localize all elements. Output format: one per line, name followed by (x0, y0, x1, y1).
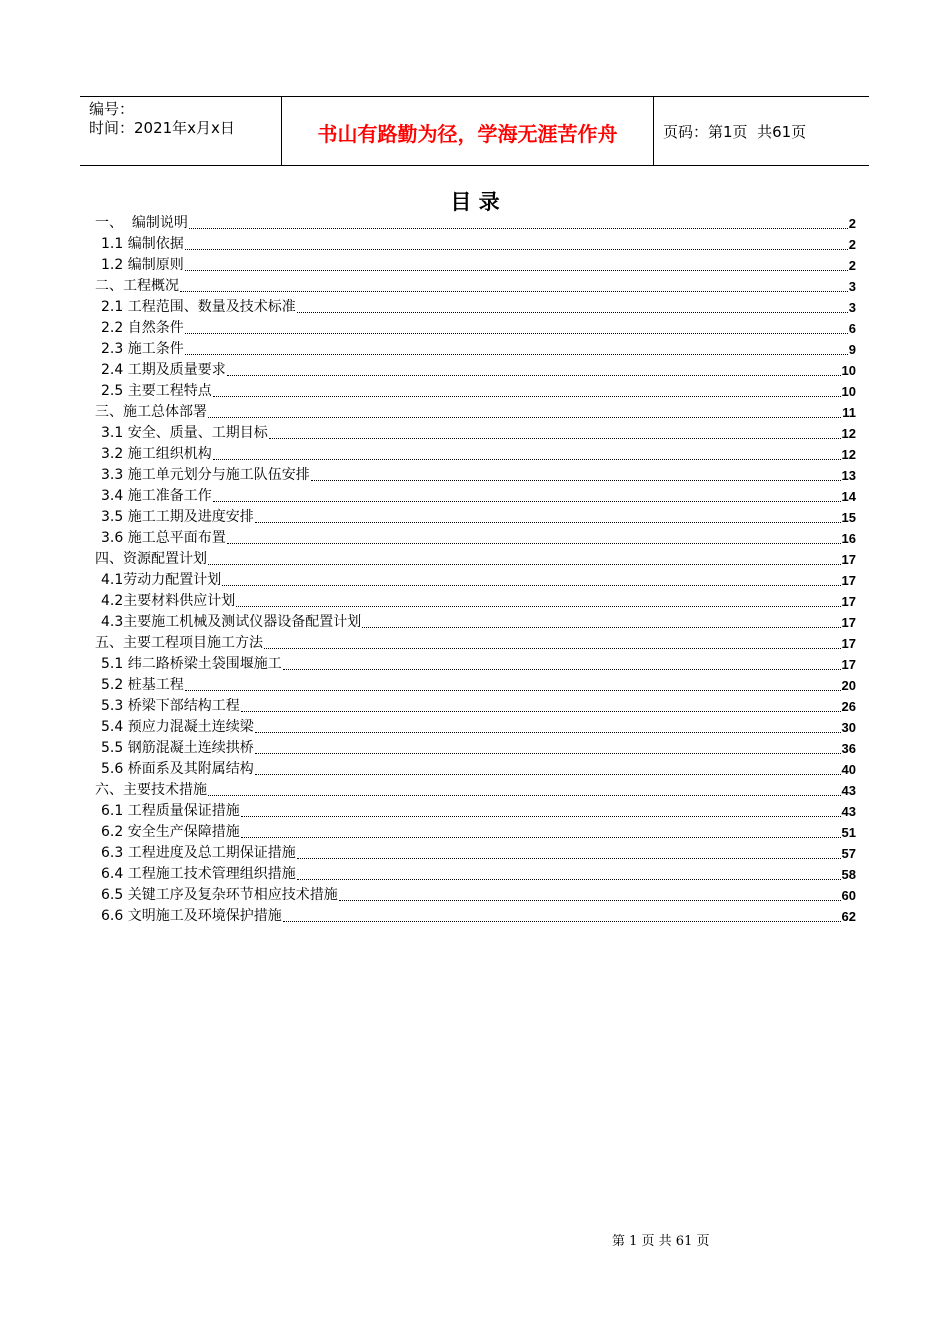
toc-leader-dots (241, 823, 841, 838)
toc-entry[interactable] (95, 360, 856, 381)
toc-entry-title: 3.1 安全、质量、工期目标 (101, 425, 268, 441)
toc-leader-dots (185, 256, 848, 271)
toc-leader-dots (213, 445, 841, 460)
toc-entry-page: 17 (841, 573, 856, 588)
toc-entry-page: 26 (841, 699, 856, 714)
toc-leader-dots (185, 340, 848, 355)
toc-leader-dots (222, 571, 840, 586)
toc-entry-page: 20 (841, 678, 856, 693)
toc-title: 目 录 (450, 190, 500, 214)
toc-entry[interactable] (95, 297, 856, 318)
toc-entry-title: 2.4 工期及质量要求 (101, 362, 226, 378)
toc-entry-page: 17 (841, 552, 856, 567)
toc-leader-dots (297, 844, 841, 859)
toc-list (95, 213, 856, 927)
toc-leader-dots (185, 676, 841, 691)
toc-entry-title: 6.3 工程进度及总工期保证措施 (101, 845, 296, 861)
toc-entry-title: 4.1劳动力配置计划 (101, 572, 222, 588)
toc-entry-page: 2 (848, 258, 856, 273)
toc-entry-page: 10 (841, 384, 856, 399)
toc-leader-dots (283, 907, 841, 922)
toc-entry[interactable] (95, 738, 856, 759)
toc-entry-title: 四、资源配置计划 (95, 551, 207, 567)
toc-entry[interactable] (95, 759, 856, 780)
toc-entry[interactable] (95, 843, 856, 864)
toc-leader-dots (255, 760, 841, 775)
toc-entry-page: 14 (841, 489, 856, 504)
toc-entry-title: 6.1 工程质量保证措施 (101, 803, 240, 819)
toc-entry[interactable] (95, 864, 856, 885)
toc-entry[interactable] (95, 276, 856, 297)
toc-entry-title: 三、施工总体部署 (95, 404, 207, 420)
toc-entry-title: 3.5 施工工期及进度安排 (101, 509, 254, 525)
toc-entry-title: 5.5 钢筋混凝土连续拱桥 (101, 740, 254, 756)
toc-leader-dots (241, 802, 841, 817)
toc-entry-title: 5.1 纬二路桥梁土袋围堰施工 (101, 656, 282, 672)
toc-leader-dots (185, 319, 848, 334)
footer-page-number: 第 1 页 共 61 页 (612, 1234, 710, 1249)
toc-entry-title: 4.2主要材料供应计划 (101, 593, 236, 609)
toc-entry-page: 6 (848, 321, 856, 336)
toc-entry-page: 17 (841, 636, 856, 651)
toc-entry[interactable] (95, 549, 856, 570)
toc-entry-title: 3.3 施工单元划分与施工队伍安排 (101, 467, 310, 483)
toc-leader-dots (227, 529, 841, 544)
toc-entry-page: 30 (841, 720, 856, 735)
toc-leader-dots (283, 655, 841, 670)
toc-entry-title: 3.4 施工准备工作 (101, 488, 212, 504)
toc-entry-page: 17 (841, 657, 856, 672)
toc-leader-dots (339, 886, 841, 901)
toc-entry[interactable] (95, 507, 856, 528)
toc-entry-page: 3 (848, 279, 856, 294)
toc-entry-page: 9 (848, 342, 856, 357)
toc-leader-dots (208, 403, 841, 418)
toc-entry[interactable] (95, 591, 856, 612)
toc-leader-dots (208, 550, 841, 565)
toc-leader-dots (255, 718, 841, 733)
toc-leader-dots (213, 382, 841, 397)
toc-entry[interactable] (95, 570, 856, 591)
toc-leader-dots (241, 697, 841, 712)
toc-entry-page: 36 (841, 741, 856, 756)
toc-entry-page: 2 (848, 216, 856, 231)
toc-entry-title: 二、工程概况 (95, 278, 179, 294)
toc-entry[interactable] (95, 318, 856, 339)
toc-leader-dots (227, 361, 841, 376)
toc-leader-dots (297, 865, 841, 880)
toc-leader-dots (264, 634, 841, 649)
toc-entry-title: 2.5 主要工程特点 (101, 383, 212, 399)
toc-leader-dots (208, 781, 841, 796)
toc-entry[interactable] (95, 423, 856, 444)
toc-leader-dots (185, 235, 848, 250)
toc-leader-dots (362, 613, 840, 628)
toc-entry-title: 6.5 关键工序及复杂环节相应技术措施 (101, 887, 338, 903)
document-header (80, 96, 869, 166)
toc-entry-title: 6.4 工程施工技术管理组织措施 (101, 866, 296, 882)
time-label: 时间：2021年x月x日 (89, 119, 235, 137)
toc-entry-page: 11 (842, 405, 856, 420)
toc-entry-title: 5.2 桩基工程 (101, 677, 184, 693)
toc-entry-title: 1.2 编制原则 (101, 257, 184, 273)
toc-leader-dots (255, 739, 841, 754)
header-meta (80, 97, 281, 165)
toc-entry-title: 4.3主要施工机械及测试仪器设备配置计划 (101, 614, 362, 630)
header-motto (281, 97, 654, 165)
toc-entry-title: 2.2 自然条件 (101, 320, 184, 336)
toc-entry[interactable] (95, 885, 856, 906)
toc-entry-title: 3.6 施工总平面布置 (101, 530, 226, 546)
toc-entry-title: 六、主要技术措施 (95, 782, 207, 798)
toc-entry-title: 5.4 预应力混凝土连续梁 (101, 719, 254, 735)
toc-entry[interactable] (95, 780, 856, 801)
toc-entry[interactable] (95, 906, 856, 927)
toc-leader-dots (297, 298, 848, 313)
toc-entry[interactable] (95, 255, 856, 276)
toc-entry[interactable] (95, 675, 856, 696)
toc-entry[interactable] (95, 402, 856, 423)
toc-entry-page: 12 (841, 447, 856, 462)
motto-text: 书山有路勤为径，学海无涯苦作舟 (317, 121, 618, 146)
toc-entry-page: 13 (841, 468, 856, 483)
toc-entry-page: 15 (841, 510, 856, 525)
toc-entry-page: 43 (841, 804, 856, 819)
toc-entry[interactable] (95, 822, 856, 843)
toc-entry[interactable] (95, 612, 856, 633)
toc-leader-dots (213, 487, 841, 502)
toc-entry-title: 2.3 施工条件 (101, 341, 184, 357)
toc-leader-dots (180, 277, 848, 292)
toc-entry[interactable] (95, 339, 856, 360)
number-label: 编号： (89, 100, 135, 118)
toc-entry-page: 57 (841, 846, 856, 861)
toc-entry[interactable] (95, 528, 856, 549)
toc-entry[interactable] (95, 801, 856, 822)
toc-entry[interactable] (95, 444, 856, 465)
toc-entry-page: 3 (848, 300, 856, 315)
toc-entry-title: 5.3 桥梁下部结构工程 (101, 698, 240, 714)
toc-entry[interactable] (95, 465, 856, 486)
toc-leader-dots (236, 592, 840, 607)
toc-entry-title: 6.2 安全生产保障措施 (101, 824, 240, 840)
toc-entry-title: 5.6 桥面系及其附属结构 (101, 761, 254, 777)
toc-leader-dots (255, 508, 841, 523)
toc-entry[interactable] (95, 633, 856, 654)
toc-leader-dots (189, 214, 848, 229)
toc-entry-page: 2 (848, 237, 856, 252)
toc-entry[interactable] (95, 486, 856, 507)
toc-entry-title: 2.1 工程范围、数量及技术标准 (101, 299, 296, 315)
page-info-text: 页码：第1页 共61页 (663, 122, 807, 141)
header-page-info (654, 97, 869, 165)
toc-entry-page: 51 (841, 825, 856, 840)
toc-entry-title: 6.6 文明施工及环境保护措施 (101, 908, 282, 924)
toc-leader-dots (269, 424, 841, 439)
toc-entry[interactable] (95, 717, 856, 738)
toc-entry[interactable] (95, 381, 856, 402)
toc-entry-page: 10 (841, 363, 856, 378)
toc-entry-title: 五、主要工程项目施工方法 (95, 635, 263, 651)
toc-entry-title: 1.1 编制依据 (101, 236, 184, 252)
toc-entry[interactable] (95, 654, 856, 675)
toc-entry[interactable] (95, 213, 856, 234)
toc-entry-page: 16 (841, 531, 856, 546)
toc-leader-dots (311, 466, 841, 481)
toc-entry-page: 17 (841, 594, 856, 609)
toc-entry-page: 12 (841, 426, 856, 441)
toc-entry-page: 60 (841, 888, 856, 903)
toc-entry-page: 17 (841, 615, 856, 630)
toc-entry-title: 3.2 施工组织机构 (101, 446, 212, 462)
toc-entry-page: 58 (841, 867, 856, 882)
toc-entry[interactable] (95, 234, 856, 255)
toc-entry-page: 62 (841, 909, 856, 924)
toc-entry-title: 一、 编制说明 (95, 215, 188, 231)
toc-entry-page: 43 (841, 783, 856, 798)
toc-entry[interactable] (95, 696, 856, 717)
toc-entry-page: 40 (841, 762, 856, 777)
